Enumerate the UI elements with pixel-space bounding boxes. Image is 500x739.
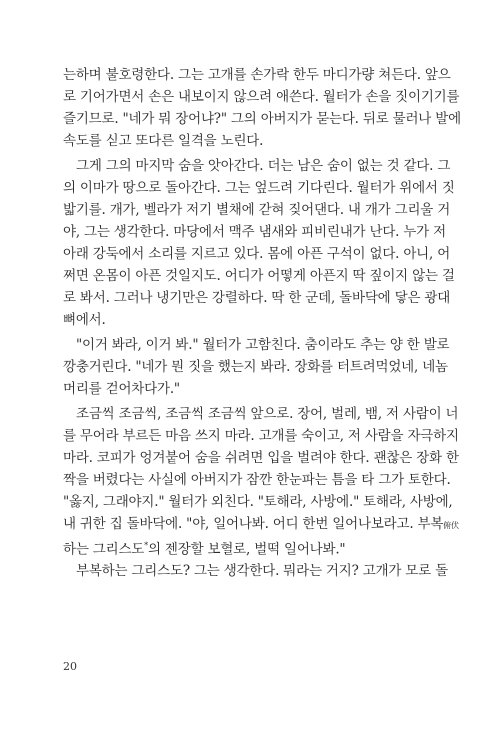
paragraph-line: 즐기므로. "네가 뭐 장어냐?" 그의 아버지가 묻는다. 뒤로 물러나 발에 — [63, 111, 461, 127]
body-text — [63, 64, 461, 582]
paragraph-line: 뼈에서. — [63, 312, 106, 328]
paragraph-line: 의 이마가 땅으로 돌아간다. 그는 엎드려 기다린다. 월터가 위에서 짓 — [63, 180, 455, 196]
page-number: 20 — [63, 660, 77, 673]
paragraph-line: 깡충거린다. "네가 뭔 짓을 했는지 봐라. 장화를 터트려먹었네, 네놈 — [63, 359, 448, 375]
hanja-annotation: 俯伏 — [443, 521, 459, 530]
paragraph-text: 의 젠장할 보혈로, 벌떡 일어나봐." — [147, 541, 346, 558]
paragraph-line: 는하며 불호령한다. 그는 고개를 손가락 한두 마디가량 쳐든다. 앞으 — [63, 67, 451, 83]
paragraph-line: 짝을 버렸다는 사실에 아버지가 잠깐 한눈파는 틈을 타 그가 토한다. — [63, 472, 451, 488]
paragraph-line: 조금씩 조금씩, 조금씩 조금씩 앞으로. 장어, 벌레, 뱀, 저 사람이 너 — [76, 406, 459, 422]
paragraph-line: 로 기어가면서 손은 내보이지 않으려 애쓴다. 월터가 손을 짓이기기를 — [63, 89, 460, 105]
paragraph-line: 아래 강둑에서 소리를 지르고 있다. 몸에 아픈 구석이 없다. 아니, 어 — [63, 246, 451, 262]
paragraph-text: 내 귀한 집 돌바닥에. "야, 일어나봐. 어디 한번 일어나보라고. 부복 — [63, 516, 444, 532]
paragraph-line: 로 봐서. 그러나 냉기만은 강렬하다. 딱 한 군데, 돌바닥에 닿은 광대 — [63, 290, 451, 306]
paragraph-line: 야, 그는 생각한다. 마당에서 맥주 냄새와 피비린내가 난다. 누가 저 — [63, 224, 446, 240]
paragraph-line: "옳지, 그래야지." 월터가 외친다. "토해라, 사방에." 토해라, 사방에, — [63, 494, 453, 510]
paragraph-line: 머리를 걷어차다가." — [63, 381, 180, 397]
paragraph-line: "이거 봐라, 이거 봐." 월터가 고함친다. 춤이라도 추는 양 한 발로 — [76, 337, 450, 353]
paragraph-line — [63, 513, 459, 535]
paragraph-line: 마라. 코피가 엉겨붙어 숨을 쉬려면 입을 벌려야 한다. 괜찮은 장화 한 — [63, 450, 459, 466]
paragraph-text: 하는 그리스도 — [63, 541, 145, 558]
paragraph-line: 를 무어라 부르든 마음 쓰지 마라. 고개를 숙이고, 저 사람을 자극하지 — [63, 428, 459, 444]
paragraph-line: 쩌면 온몸이 아픈 것일지도. 어디가 어떻게 아픈지 딱 짚이지 않는 걸 — [63, 268, 455, 284]
footnote-marker: * — [144, 541, 148, 550]
paragraph-line — [63, 535, 453, 557]
paragraph-line: 그게 그의 마지막 숨을 앗아간다. 더는 남은 숨이 없는 것 같다. 그 — [76, 158, 451, 174]
paragraph-line: 밟기를. 개가, 벨라가 저기 별채에 갇혀 짖어댄다. 내 개가 그리울 거 — [63, 202, 451, 218]
paragraph-line: 속도를 싣고 또다른 일격을 노린다. — [63, 133, 264, 149]
paragraph-line: 부복하는 그리스도? 그는 생각한다. 뭐라는 거지? 고개가 모로 돌 — [76, 563, 448, 579]
